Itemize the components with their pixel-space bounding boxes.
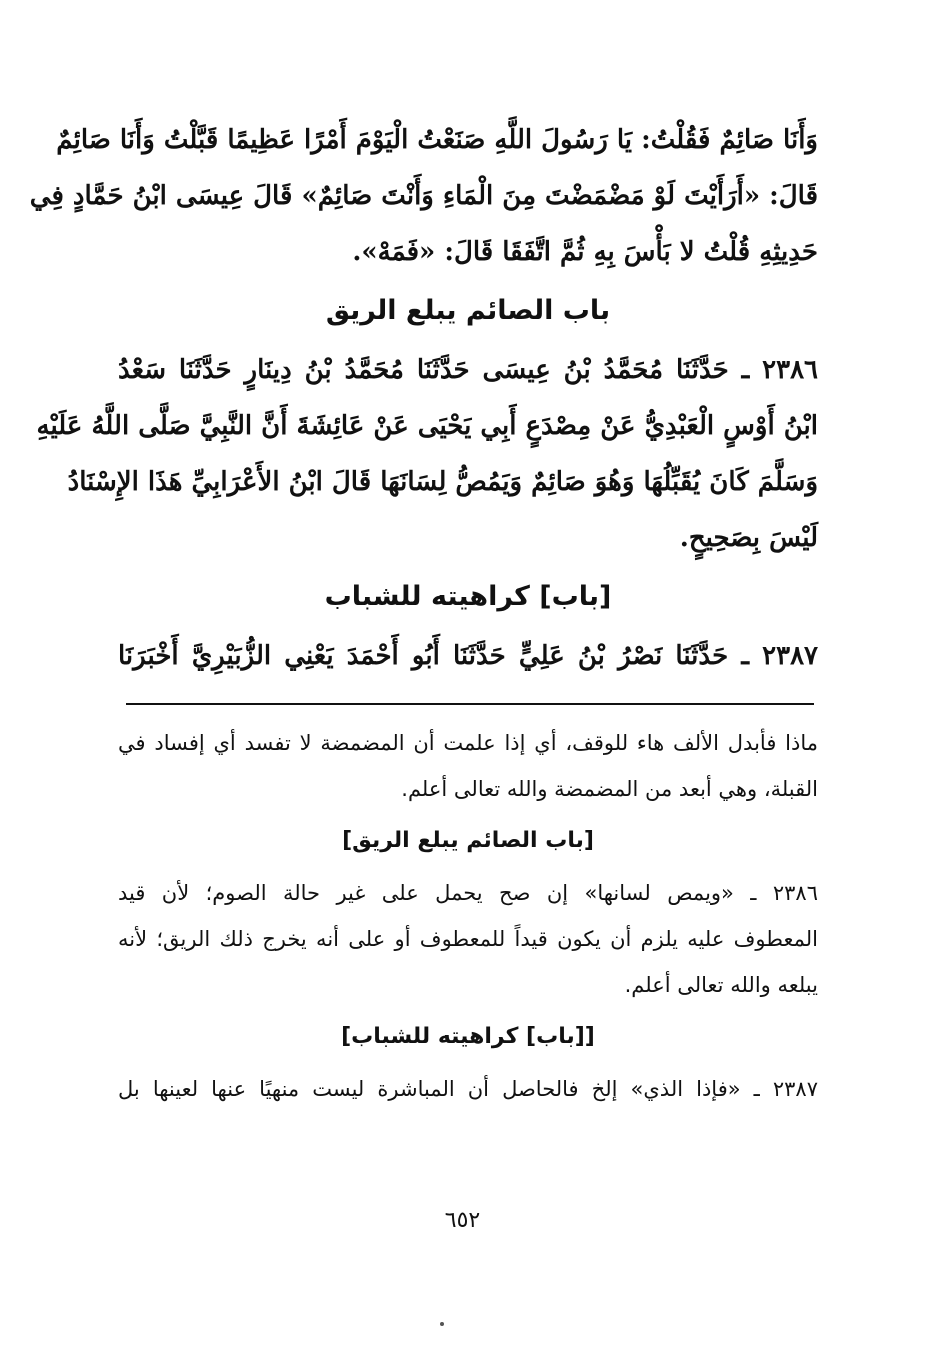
main-line: وَأَنَا صَائِمٌ فَقُلْتُ: يَا رَسُولَ اللَّهِ صَنَعْتُ الْيَوْمَ أَمْرًا عَظِيمًا قَبَّلْتُ وَأَنَا صَائِمٌ <box>56 125 818 155</box>
footnotes-block <box>118 720 818 1112</box>
hadith-line: ابْنُ أَوْسٍ الْعَبْدِيُّ عَنْ مِصْدَعٍ أَبِي يَحْيَى عَنْ عَائِشَةَ أَنَّ النَّبِيَّ صَلَّى اللَّهُ عَلَيْهِ <box>36 411 818 441</box>
footnote-heading: [[باب] كراهيته للشباب] <box>341 1024 595 1049</box>
hadith-line: ٢٣٨٧ ـ حَدَّثَنَا نَصْرُ بْنُ عَلِيٍّ حَدَّثَنَا أَبُو أَحْمَدَ يَعْنِي الزُّبَيْرِيَّ أَخْبَرَنَا <box>118 641 818 671</box>
footnote-line: المعطوف عليه يلزم أن يكون قيداً للمعطوف أو على أنه يخرج ذلك الريق؛ لأنه <box>118 927 818 951</box>
main-text-block <box>29 112 818 684</box>
chapter-heading: [باب] كراهيته للشباب <box>324 581 612 612</box>
hadith-line: ٢٣٨٦ ـ حَدَّثَنَا مُحَمَّدُ بْنُ عِيسَى حَدَّثَنَا مُحَمَّدُ بْنُ دِينَارٍ حَدَّثَنَا سَعْدُ <box>118 355 818 385</box>
page-number: ٦٥٢ <box>444 1208 481 1233</box>
footnote-line: يبلعه والله تعالى أعلم. <box>624 973 818 997</box>
footnote-line: ٢٣٨٧ ـ «فإذا الذي» إلخ فالحاصل أن المباشرة ليست منهيًا عنها لعينها بل <box>118 1077 818 1101</box>
main-line: قَالَ: «أَرَأَيْتَ لَوْ مَضْمَضْتَ مِنَ الْمَاءِ وَأَنْتَ صَائِمٌ» قَالَ عِيسَى ابْنُ حَمَّادٍ فِي <box>29 181 818 211</box>
chapter-heading: باب الصائم يبلع الريق <box>325 295 611 326</box>
scan-speck <box>440 1322 444 1326</box>
footnote-line: القبلة، وهي أبعد من المضمضة والله تعالى أعلم. <box>401 777 818 801</box>
footnote-heading: [باب الصائم يبلع الريق] <box>342 828 594 853</box>
main-line: حَدِيثِهِ قُلْتُ لا بَأْسَ بِهِ ثُمَّ اتَّفَقَا قَالَ: «فَمَهْ». <box>352 237 818 267</box>
hadith-line: لَيْسَ بِصَحِيحٍ. <box>679 523 818 553</box>
footnote-divider <box>126 703 814 705</box>
footnote-line: ماذا فأبدل الألف هاء للوقف، أي إذا علمت أن المضمضة لا تفسد أي إفساد في <box>118 731 818 755</box>
footnote-line: ٢٣٨٦ ـ «ويمص لسانها» إن صح يحمل على غير حالة الصوم؛ لأن قيد <box>118 881 818 905</box>
hadith-line: وَسَلَّمَ كَانَ يُقَبِّلُهَا وَهُوَ صَائِمٌ وَيَمُصُّ لِسَانَهَا قَالَ ابْنُ الأَعْرَابِيِّ هَذَا الإِسْنَادُ <box>67 467 818 497</box>
